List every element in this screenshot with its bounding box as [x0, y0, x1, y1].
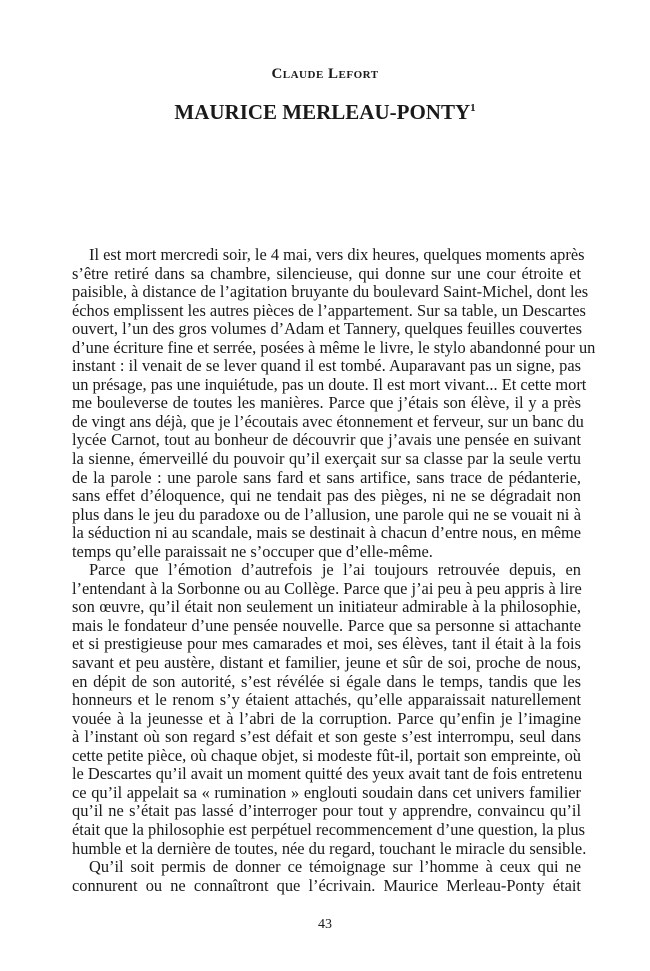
- text-line: lycée Carnot, tout au bonheur de découvrir que j’avais une pensée en suivant: [72, 430, 581, 450]
- text-line: son œuvre, qu’il était non seulement un initiateur admirable à la philosophie,: [72, 597, 581, 617]
- text-line: la sienne, émerveillé du pouvoir qu’il exerçait sur sa classe par la seule vertu: [72, 449, 581, 469]
- text-line: connurent ou ne connaîtront que l’écrivain. Maurice Merleau-Ponty était: [72, 875, 581, 895]
- text-line: ouvert, l’un des gros volumes d’Adam et Tannery, quelques feuilles couvertes: [72, 319, 583, 339]
- text-line: savant et peu austère, distant et familier, jeune et sûr de soi, proche de nous,: [72, 653, 581, 673]
- text-line: ce qu’il appelait sa « rumination » englouti soudain dans cet univers familier: [72, 782, 581, 802]
- text-line: mais le fondateur d’une pensée nouvelle. Parce que sa personne si attachante: [72, 615, 581, 635]
- text-line: honneurs et le renom s’y étaient attachés, qu’elle apparaissait naturellement: [72, 690, 581, 710]
- footnote-marker: 1: [470, 102, 476, 114]
- text-line: instant : il venait de se lever quand il est tombé. Auparavant pas un signe, pas: [72, 356, 581, 376]
- text-line: un présage, pas une inquiétude, pas un doute. Il est mort vivant... Et cette mort: [72, 374, 587, 394]
- text-line: Il est mort mercredi soir, le 4 mai, vers dix heures, quelques moments après: [89, 245, 585, 264]
- text-line: paisible, à distance de l’agitation bruyante du boulevard Saint-Michel, dont les: [72, 282, 589, 302]
- text-line: de vingt ans déjà, que je l’écoutais avec étonnement et ferveur, sur un banc du: [72, 411, 584, 431]
- chapter-title: [0, 100, 650, 125]
- text-line: sans effet d’éloquence, qui ne tendait pas des pièges, ni ne se dégradait non: [72, 486, 581, 506]
- text-line: qu’il ne s’était pas lassé d’interroger pour tout y apprendre, convaincu qu’il: [72, 801, 581, 821]
- text-line: s’être retiré dans sa chambre, silencieuse, qui donne sur une cour étroite et: [72, 263, 581, 283]
- text-line: humble et la dernière de toutes, née du regard, touchant le miracle du sensible.: [72, 838, 587, 858]
- text-line: plus dans le jeu du paradoxe ou de l’allusion, une parole qui ne se vouait ni à: [72, 504, 581, 524]
- text-line: Qu’il soit permis de donner ce témoignage sur l’homme à ceux qui ne: [89, 857, 581, 877]
- body-text: [72, 245, 596, 895]
- text-line: me bouleverse de toutes les manières. Parce que j’étais son élève, il y a près: [72, 393, 581, 413]
- text-line: Parce que l’émotion d’autrefois je l’ai toujours retrouvée depuis, en: [89, 560, 581, 580]
- text-line: vouée à la jeunesse et à l’abri de la corruption. Parce qu’enfin je l’imagine: [72, 708, 581, 728]
- text-line: le Descartes qu’il avait un moment quitté des yeux avait tant de fois entretenu: [72, 764, 583, 784]
- text-line: et si prestigieuse pour mes camarades et moi, ses élèves, tant il était à la fois: [72, 634, 581, 654]
- text-line: de la parole : une parole sans fard et sans artifice, sans trace de pédanterie,: [72, 467, 581, 487]
- text-line: à l’instant où son regard s’est défait et son geste s’est interrompu, seul dans: [72, 727, 581, 747]
- text-line: temps qu’elle paraissait ne s’occuper que d’elle-même.: [72, 541, 433, 561]
- text-line: cette petite pièce, où chaque objet, si modeste fût-il, portait son empreinte, où: [72, 745, 581, 765]
- text-line: échos emplissent les autres pièces de l’appartement. Sur sa table, un Descartes: [72, 300, 586, 320]
- author-name: Claude Lefort: [271, 66, 379, 82]
- text-line: en dépit de son autorité, s’est révélée si égale dans le temps, tandis que les: [72, 671, 581, 691]
- text-line: la séduction ni au scandale, mais se destinait à chacun d’entre nous, en même: [72, 523, 581, 543]
- chapter-title-text: MAURICE MERLEAU-PONTY: [174, 100, 471, 124]
- text-line: l’entendant à la Sorbonne ou au Collège. Parce que j’ai peu à peu appris à lire: [72, 578, 582, 598]
- text-line: d’une écriture fine et serrée, posées à même le livre, le stylo abandonné pour un: [72, 337, 596, 357]
- page-number: 43: [318, 917, 332, 932]
- text-line: était que la philosophie est perpétuel recommencement d’une question, la plus: [72, 819, 585, 839]
